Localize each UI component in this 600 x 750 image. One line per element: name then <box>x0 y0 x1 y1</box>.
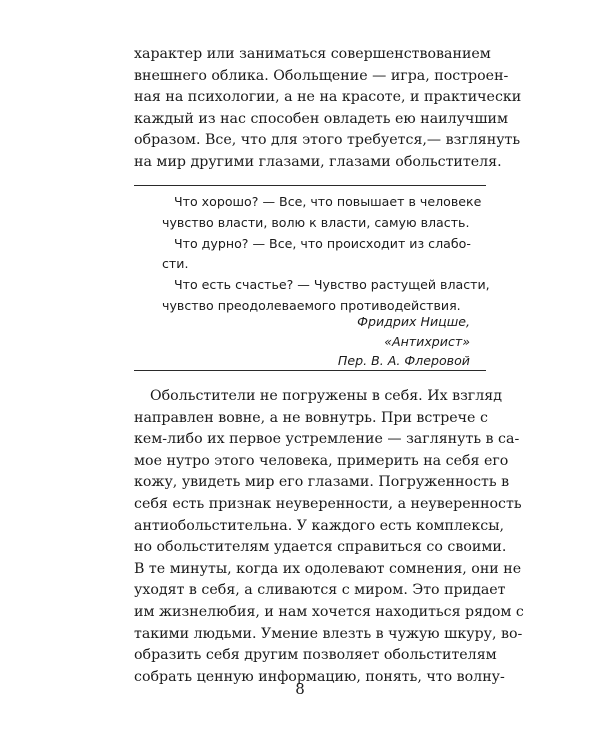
epigraph-line: чувство власти, волю к власти, самую власть. <box>162 214 470 230</box>
text-line: кожу, увидеть мир его глазами. Погруженность в <box>134 474 510 491</box>
paragraph-top-text <box>134 44 522 174</box>
page-number: 8 <box>295 680 305 698</box>
epigraph-bottom-rule <box>134 370 486 371</box>
epigraph-line: чувство преодолеваемого противодействия. <box>162 297 461 313</box>
text-line: им жизнелюбия, и нам хочется находиться рядом с <box>134 603 524 620</box>
text-line: внешнего облика. Обольщение — игра, построен- <box>134 67 509 84</box>
text-line: характер или заниматься совершенствованием <box>134 46 491 62</box>
text-line: но обольстителям удается справиться со своими. <box>134 539 507 556</box>
text-line: себя есть признак неуверенности, а неуверенность <box>134 495 522 512</box>
text-line: собрать ценную информацию, понять, что волну- <box>134 668 505 685</box>
epigraph-top-rule <box>134 185 486 186</box>
text-line: такими людьми. Умение влезть в чужую шкуру, во- <box>134 625 523 642</box>
text-line: уходят в себя, а сливаются с миром. Это придает <box>134 582 506 599</box>
attribution-author: Фридрих Ницше, <box>357 314 470 329</box>
text-line: мое нутро этого человека, примерить на себя его <box>134 452 509 469</box>
attribution-work: «Антихрист» <box>384 333 470 349</box>
text-line: Обольстители не погружены в себя. Их взгляд <box>150 388 502 404</box>
text-line: на мир другими глазами, глазами обольстителя. <box>134 153 502 170</box>
text-line: В те минуты, когда их одолевают сомнения, они не <box>134 560 522 577</box>
epigraph-line: Что есть счастье? — Чувство растущей власти, <box>174 277 490 293</box>
epigraph-line: сти. <box>162 256 189 272</box>
epigraph-line: Что дурно? — Все, что происходит из слабо- <box>174 235 471 251</box>
text-line: каждый из нас способен овладеть ею наилучшим <box>134 110 509 127</box>
text-line: ная на психологии, а не на красоте, и практически <box>134 89 522 106</box>
text-line: направлен вовне, а не вовнутрь. При встрече с <box>134 409 488 426</box>
paragraph-top <box>134 44 522 174</box>
text-line: образить себя другим позволяет обольстителям <box>134 647 497 664</box>
paragraph-bottom <box>134 386 524 688</box>
text-line: образом. Все, что для этого требуется,— взглянуть <box>134 132 521 149</box>
text-line: кем-либо их первое устремление — заглянуть в са- <box>134 431 520 448</box>
epigraph-attribution <box>338 312 470 371</box>
text-line: антиобольстительна. У каждого есть комплексы, <box>134 517 504 534</box>
attribution-translator: Пер. В. А. Флеровой <box>337 353 470 369</box>
epigraph-quote <box>162 192 490 317</box>
epigraph-line: Что хорошо? — Все, что повышает в человеке <box>174 194 482 209</box>
paragraph-bottom-text <box>134 386 524 688</box>
